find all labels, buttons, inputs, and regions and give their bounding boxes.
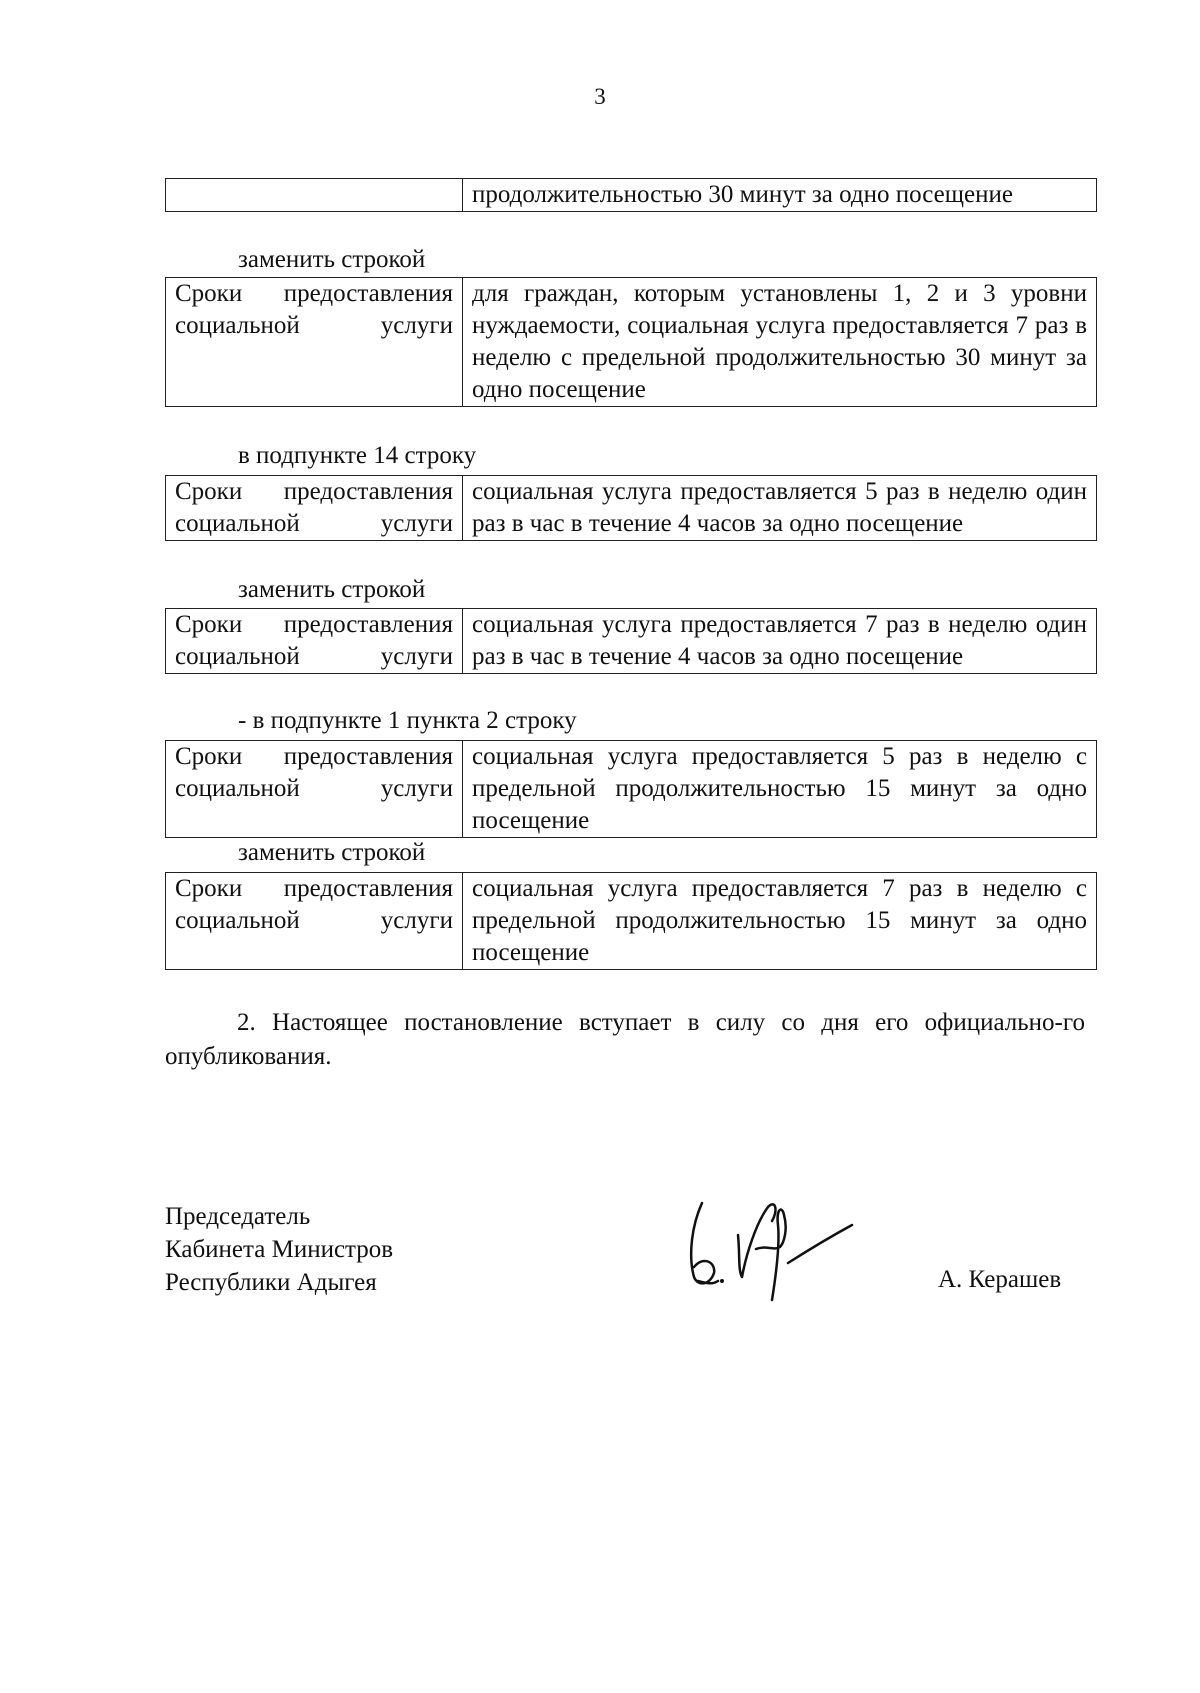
row-value-cell: продолжительностью 30 минут за одно посещение: [463, 179, 1097, 212]
instruction-subpoint-14: в подпункте 14 строку: [238, 442, 477, 469]
row-label-cell: Сроки предоставления социальной услуги: [166, 278, 463, 407]
table-row-original: [165, 740, 1097, 838]
instruction-replace: заменить строкой: [238, 246, 426, 273]
table-row-replacement: [165, 277, 1097, 407]
row-value-cell: социальная услуга предоставляется 7 раз в неделю с предельной продолжительностью 15 минут за одно посещение: [463, 873, 1097, 970]
handwritten-signature: [680, 1185, 880, 1305]
table-row-replacement: [165, 872, 1097, 970]
row-value-cell: социальная услуга предоставляется 5 раз в неделю один раз в час в течение 4 часов за одно посещение: [463, 476, 1097, 541]
row-value-cell: социальная услуга предоставляется 7 раз в неделю один раз в час в течение 4 часов за одно посещение: [463, 609, 1097, 674]
signatory-line-3: Республики Адыгея: [165, 1269, 377, 1296]
table-row-replacement: [165, 608, 1097, 674]
instruction-subpoint-1-point-2: - в подпункте 1 пункта 2 строку: [238, 707, 577, 734]
table-row-original: [165, 475, 1097, 541]
signatory-line-2: Кабинета Министров: [165, 1236, 394, 1263]
effective-date-paragraph: 2. Настоящее постановление вступает в силу со дня его официально-го опубликования.: [165, 1009, 1085, 1070]
row-label-cell: Сроки предоставления социальной услуги: [166, 741, 463, 838]
instruction-replace: заменить строкой: [238, 839, 426, 866]
table-row-continuation: [165, 178, 1097, 212]
signatory-line-1: Председатель: [165, 1203, 311, 1230]
instruction-replace: заменить строкой: [238, 576, 426, 603]
row-label-cell: [166, 179, 463, 212]
row-label-cell: Сроки предоставления социальной услуги: [166, 609, 463, 674]
page-number: 3: [594, 84, 606, 109]
signatory-name: А. Керашев: [938, 1266, 1062, 1293]
row-label-cell: Сроки предоставления социальной услуги: [166, 873, 463, 970]
row-label-cell: Сроки предоставления социальной услуги: [166, 476, 463, 541]
row-value-cell: для граждан, которым установлены 1, 2 и 3 уровни нуждаемости, социальная услуга предоставляется 7 раз в неделю с предельной продолжительностью 30 минут за одно посещение: [463, 278, 1097, 407]
signatory-title: [165, 1200, 393, 1299]
row-value-cell: социальная услуга предоставляется 5 раз в неделю с предельной продолжительностью 15 минут за одно посещение: [463, 741, 1097, 838]
